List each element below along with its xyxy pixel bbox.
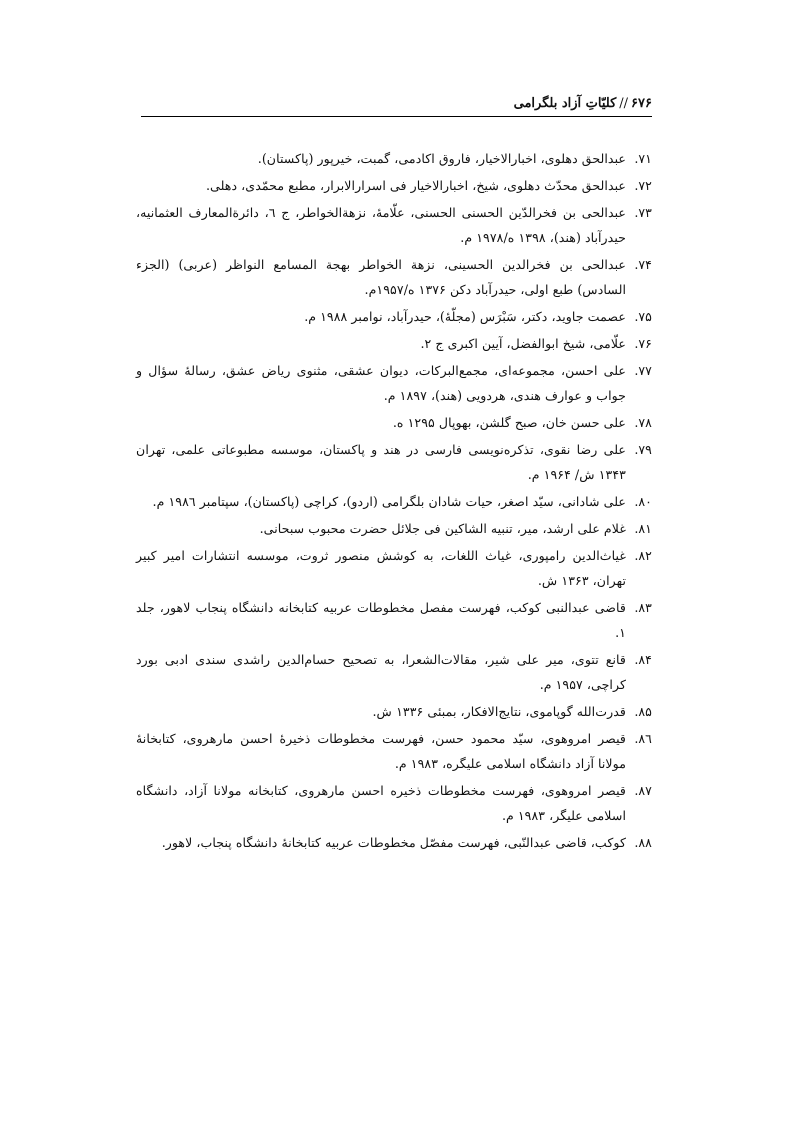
bibliography-entry	[136, 410, 652, 435]
entry-number: ۷۸.	[634, 415, 652, 430]
bibliography-entry	[136, 830, 652, 855]
header-separator: //	[619, 96, 629, 111]
entry-text: علی احسن، مجموعه‌ای، مجمع‌البرکات، دیوان عشقی، مثنوی ریاض عشق، رسالهٔ سؤال و جواب و عوارف هندی، هردویی (هند)، ۱۸۹۷ م.	[136, 363, 626, 403]
bibliography-entry	[136, 595, 652, 645]
entry-number: ۷۲.	[634, 178, 652, 193]
entry-number: ۷۳.	[634, 205, 652, 220]
entry-number: ۸٦.	[634, 731, 652, 746]
entry-text: علّامی، شیخ ابوالفضل، آیین اکبری ج ۲.	[420, 336, 626, 351]
entry-text: عبدالحق محدّث دهلوی، شیخ، اخبارالاخیار فی اسرارالابرار، مطبع محمّدی، دهلی.	[205, 178, 626, 193]
entry-number: ۷۵.	[634, 309, 652, 324]
entry-text: عصمت جاوید، دکتر، سَبْرَس (مجلّهٔ)، حیدرآباد، نوامبر ۱۹۸۸ م.	[304, 309, 626, 324]
entry-text: عبدالحق دهلوی، اخبارالاخیار، فاروق اکادمی، گمبت، خیرپور (پاکستان).	[257, 151, 626, 166]
entry-text: قیصر امروهوی، فهرست مخطوطات ذخیره احسن مارهروی، کتابخانه مولانا آزاد، دانشگاه اسلامی علیگر، ۱۹۸۳ م.	[136, 783, 626, 823]
entry-number: ۷۱.	[634, 151, 652, 166]
bibliography-entry	[136, 200, 652, 250]
entry-text: قاضی عبدالنبی کوکب، فهرست مفصل مخطوطات عربیه کتابخانه دانشگاه پنجاب لاهور، جلد ۱.	[136, 600, 626, 640]
bibliography-list	[136, 146, 652, 857]
entry-text: قدرت‌الله گوپاموی، نتایج‌الافکار، بمبئی ۱۳۳۶ ش.	[372, 704, 626, 719]
bibliography-entry	[136, 304, 652, 329]
entry-text: کوکب، قاضی عبدالنّبی، فهرست مفصّل مخطوطات عربیه کتابخانهٔ دانشگاه پنجاب، لاهور.	[161, 835, 626, 850]
bibliography-entry	[136, 699, 652, 724]
entry-number: ۸۸.	[634, 835, 652, 850]
bibliography-entry	[136, 489, 652, 514]
entry-text: علی شادانی، سیّد اصغر، حیات شادان بلگرامی (اردو)، کراچی (پاکستان)، سپتامبر ۱۹۸٦ م.	[152, 494, 626, 509]
header-page-number: ۶۷۶	[631, 96, 652, 111]
bibliography-entry	[136, 516, 652, 541]
entry-text: غیاث‌الدین رامپوری، غیاث اللغات، به کوشش منصور ثروت، موسسه انتشارات امیر کبیر تهران، ۱۳۶۳ ش.	[136, 548, 626, 588]
bibliography-entry	[136, 146, 652, 171]
entry-number: ۷۴.	[634, 257, 652, 272]
entry-number: ۷۹.	[634, 442, 652, 457]
bibliography-entry	[136, 437, 652, 487]
entry-text: علی رضا نقوی، تذکره‌نویسی فارسی در هند و پاکستان، موسسه مطبوعاتی علمی، تهران ۱۳۴۳ ش/ ۱۹۶۴ م.	[136, 442, 626, 482]
entry-text: عبدالحی بن فخرالدین الحسینی، نزهة الخواطر بهجة المسامع النواظر (عربی) (الجزء السادس) طبع اولی، حیدرآباد دکن ۱۳۷۶ ه/۱۹۵۷م.	[136, 257, 626, 297]
entry-number: ۸۱.	[634, 521, 652, 536]
entry-text: غلام علی ارشد، میر، تنبیه الشاکین فی جلائل حضرت محبوب سبحانی.	[259, 521, 626, 536]
bibliography-entry	[136, 726, 652, 776]
bibliography-entry	[136, 173, 652, 198]
entry-number: ۸۲.	[634, 548, 652, 563]
entry-text: عبدالحی بن فخرالدّین الحسنی الحسنی، علّامهٔ، نزهةالخواطر، ج ٦، دائرةالمعارف العثمانیه، حیدرآباد (هند)، ۱۳۹۸ ه/۱۹۷۸ م.	[136, 205, 627, 245]
entry-text: علی حسن خان، صبح گلشن، بهوپال ۱۲۹۵ ه.	[392, 415, 626, 430]
entry-number: ۸۰.	[634, 494, 652, 509]
entry-number: ۷۷.	[634, 363, 652, 378]
entry-number: ۸۳.	[634, 600, 652, 615]
entry-number: ۸۷.	[634, 783, 652, 798]
running-header	[141, 92, 652, 117]
bibliography-entry	[136, 647, 652, 697]
bibliography-entry	[136, 358, 652, 408]
running-header-text	[514, 96, 652, 111]
entry-text: قیصر امروهوی، سیّد محمود حسن، فهرست مخطوطات ذخیرهٔ احسن مارهروی، کتابخانهٔ مولانا آزاد دانشگاه اسلامی علیگره، ۱۹۸۳ م.	[136, 731, 626, 771]
entry-number: ۸۵.	[634, 704, 652, 719]
header-book-title: کلیّاتِ آزاد بلگرامی	[513, 96, 617, 111]
entry-text: قانع تتوی، میر علی شیر، مقالات‌الشعرا، به تصحیح حسام‌الدین راشدی سندی ادبی بورد کراچی، ۱۹۵۷ م.	[136, 652, 626, 692]
entry-number: ۷۶.	[634, 336, 652, 351]
bibliography-entry	[136, 331, 652, 356]
entry-number: ۸۴.	[634, 652, 652, 667]
bibliography-entry	[136, 252, 652, 302]
bibliography-entry	[136, 543, 652, 593]
bibliography-entry	[136, 778, 652, 828]
